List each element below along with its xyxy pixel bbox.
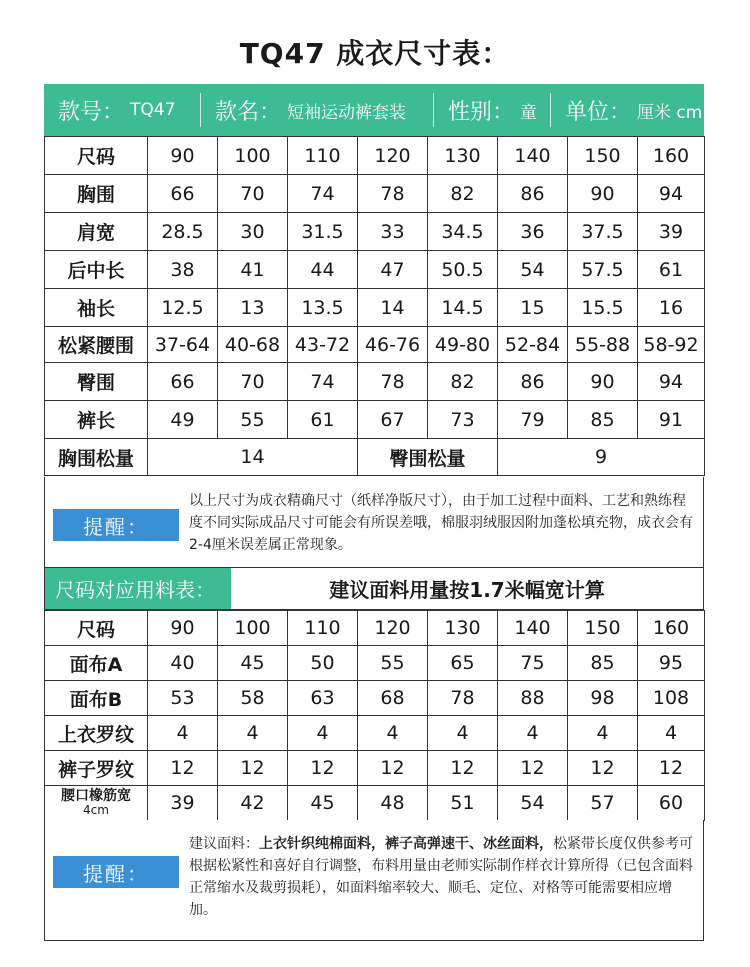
table-row [45,401,705,439]
table-cell: 13.5 [288,289,358,327]
row-label [45,786,148,821]
style-number-field [44,84,200,136]
table-row [45,751,705,786]
table-cell: 57.5 [568,251,638,289]
fabric-table [44,610,705,821]
table-cell: 98 [568,681,638,716]
row-label: 面布B [45,681,148,716]
table-cell: 50.5 [428,251,498,289]
table-cell: 120 [358,137,428,175]
table-cell: 100 [218,137,288,175]
table-cell: 95 [638,646,705,681]
fabric-suggestion-prefix: 建议面料： [189,836,259,852]
table-cell: 12 [218,751,288,786]
table-cell: 14.5 [428,289,498,327]
table-cell: 45 [288,786,358,821]
table-cell: 110 [288,137,358,175]
size-table [44,136,705,476]
table-cell: 12 [288,751,358,786]
table-cell: 40 [148,646,218,681]
style-name-label: 款名： [215,99,282,125]
fabric-suggestion-text: 松紧带长度仅供参考可根据松紧性和喜好自行调整，布料用量由老师实际制作样衣计算所得（已包含面料正常缩水及裁剪损耗），如面料缩率较大、顺毛、定位、对格等可能需要相应增加。 [189,836,693,918]
style-name-field [201,84,433,136]
table-cell: 36 [498,213,568,251]
table-cell: 90 [148,611,218,646]
row-label: 后中长 [45,251,148,289]
table-cell: 12 [358,751,428,786]
table-cell: 82 [428,175,498,213]
table-cell: 34.5 [428,213,498,251]
table-cell: 130 [428,137,498,175]
table-cell: 39 [638,213,705,251]
reminder-box-1 [44,477,704,568]
table-row [45,716,705,751]
table-cell: 100 [218,611,288,646]
unit-value: 厘米 cm [637,102,703,123]
table-cell: 45 [218,646,288,681]
table-cell: 4 [288,716,358,751]
reminder-text [189,833,693,921]
reminder-box-2 [44,820,704,941]
table-cell: 12 [638,751,705,786]
table-cell: 43-72 [288,327,358,363]
table-cell: 4 [428,716,498,751]
row-label: 松紧腰围 [45,327,148,363]
table-cell: 4 [568,716,638,751]
table-row [45,251,705,289]
gender-field [434,84,550,136]
table-cell: 70 [218,175,288,213]
table-cell: 110 [288,611,358,646]
ease-row [45,439,705,476]
style-name-value: 短袖运动裤套装 [287,102,407,123]
table-cell: 16 [638,289,705,327]
table-cell: 65 [428,646,498,681]
table-cell: 12 [498,751,568,786]
table-cell: 52-84 [498,327,568,363]
table-cell: 37-64 [148,327,218,363]
table-cell: 37.5 [568,213,638,251]
table-cell: 150 [568,611,638,646]
table-cell: 46-76 [358,327,428,363]
table-cell: 53 [148,681,218,716]
table-cell: 14 [358,289,428,327]
table-row [45,363,705,401]
table-cell: 74 [288,175,358,213]
hip-ease-value: 9 [498,439,705,476]
table-cell: 50 [288,646,358,681]
table-cell: 41 [218,251,288,289]
table-cell: 54 [498,251,568,289]
table-cell: 73 [428,401,498,439]
table-cell: 13 [218,289,288,327]
table-cell: 61 [638,251,705,289]
table-cell: 58-92 [638,327,705,363]
table-cell: 57 [568,786,638,821]
row-label: 裤长 [45,401,148,439]
page-title: TQ47 成衣尺寸表： [239,37,511,70]
table-cell: 75 [498,646,568,681]
table-cell: 48 [358,786,428,821]
table-cell: 78 [358,363,428,401]
table-cell: 85 [568,401,638,439]
hip-ease-label: 臀围松量 [358,439,498,476]
row-label: 裤子罗纹 [45,751,148,786]
reminder-badge: 提醒： [53,509,179,541]
table-cell: 91 [638,401,705,439]
table-cell: 63 [288,681,358,716]
table-cell: 55 [218,401,288,439]
table-cell: 160 [638,611,705,646]
row-label: 臀围 [45,363,148,401]
table-cell: 68 [358,681,428,716]
table-cell: 90 [568,363,638,401]
table-cell: 49 [148,401,218,439]
table-cell: 85 [568,646,638,681]
table-cell: 44 [288,251,358,289]
table-cell: 74 [288,363,358,401]
style-number-value: TQ47 [130,100,176,120]
row-label: 上衣罗纹 [45,716,148,751]
chest-ease-label: 胸围松量 [45,439,148,476]
table-row [45,786,705,821]
table-cell: 78 [428,681,498,716]
table-cell: 12.5 [148,289,218,327]
table-cell: 70 [218,363,288,401]
row-label: 袖长 [45,289,148,327]
table-cell: 15.5 [568,289,638,327]
table-cell: 60 [638,786,705,821]
table-cell: 94 [638,175,705,213]
table-cell: 82 [428,363,498,401]
product-header-bar [44,84,704,136]
table-cell: 33 [358,213,428,251]
table-cell: 150 [568,137,638,175]
chest-ease-value: 14 [148,439,358,476]
table-row [45,137,705,175]
table-cell: 42 [218,786,288,821]
row-label-unit: 4cm [83,803,109,817]
table-cell: 47 [358,251,428,289]
table-row [45,646,705,681]
table-cell: 4 [638,716,705,751]
table-cell: 4 [498,716,568,751]
table-cell: 86 [498,175,568,213]
table-cell: 79 [498,401,568,439]
style-number-label: 款号： [58,99,125,125]
table-row [45,327,705,363]
row-label: 肩宽 [45,213,148,251]
table-cell: 15 [498,289,568,327]
table-cell: 39 [148,786,218,821]
table-cell: 94 [638,363,705,401]
unit-field [551,84,704,136]
table-row [45,289,705,327]
reminder-text: 以上尺寸为成衣精确尺寸（纸样净版尺寸），由于加工过程中面料、工艺和熟练程度不同实际成品尺寸可能会有所误差哦，棉服羽绒服因附加蓬松填充物，成衣会有2-4厘米误差属正常现象。 [189,493,693,553]
fabric-suggestion-bold: 上衣针织纯棉面料，裤子高弹速干、冰丝面料， [259,836,553,852]
table-row [45,213,705,251]
table-cell: 54 [498,786,568,821]
row-label-line: 腰口橡筋宽 [61,788,131,804]
table-cell: 4 [218,716,288,751]
table-cell: 55 [358,646,428,681]
fabric-header [44,568,704,610]
fabric-header-label: 尺码对应用料表： [45,568,231,609]
row-label: 尺码 [45,611,148,646]
table-cell: 12 [428,751,498,786]
row-label: 面布A [45,646,148,681]
table-cell: 4 [358,716,428,751]
table-cell: 61 [288,401,358,439]
unit-label: 单位： [565,99,632,125]
table-cell: 130 [428,611,498,646]
row-label: 尺码 [45,137,148,175]
table-cell: 55-88 [568,327,638,363]
table-cell: 51 [428,786,498,821]
table-cell: 67 [358,401,428,439]
table-cell: 86 [498,363,568,401]
table-cell: 12 [568,751,638,786]
table-cell: 66 [148,363,218,401]
table-cell: 40-68 [218,327,288,363]
table-cell: 88 [498,681,568,716]
table-row [45,175,705,213]
table-cell: 31.5 [288,213,358,251]
row-label: 胸围 [45,175,148,213]
table-cell: 58 [218,681,288,716]
table-row [45,611,705,646]
table-cell: 140 [498,611,568,646]
table-cell: 120 [358,611,428,646]
table-cell: 90 [148,137,218,175]
table-cell: 78 [358,175,428,213]
gender-label: 性别： [448,99,515,125]
table-cell: 108 [638,681,705,716]
table-cell: 30 [218,213,288,251]
table-cell: 160 [638,137,705,175]
table-cell: 66 [148,175,218,213]
table-cell: 49-80 [428,327,498,363]
table-row [45,681,705,716]
gender-value: 童 [520,102,538,123]
table-cell: 4 [148,716,218,751]
fabric-header-description: 建议面料用量按1.7米幅宽计算 [329,578,605,602]
table-cell: 90 [568,175,638,213]
reminder-badge: 提醒： [53,856,179,888]
table-cell: 12 [148,751,218,786]
table-cell: 28.5 [148,213,218,251]
table-cell: 140 [498,137,568,175]
table-cell: 38 [148,251,218,289]
